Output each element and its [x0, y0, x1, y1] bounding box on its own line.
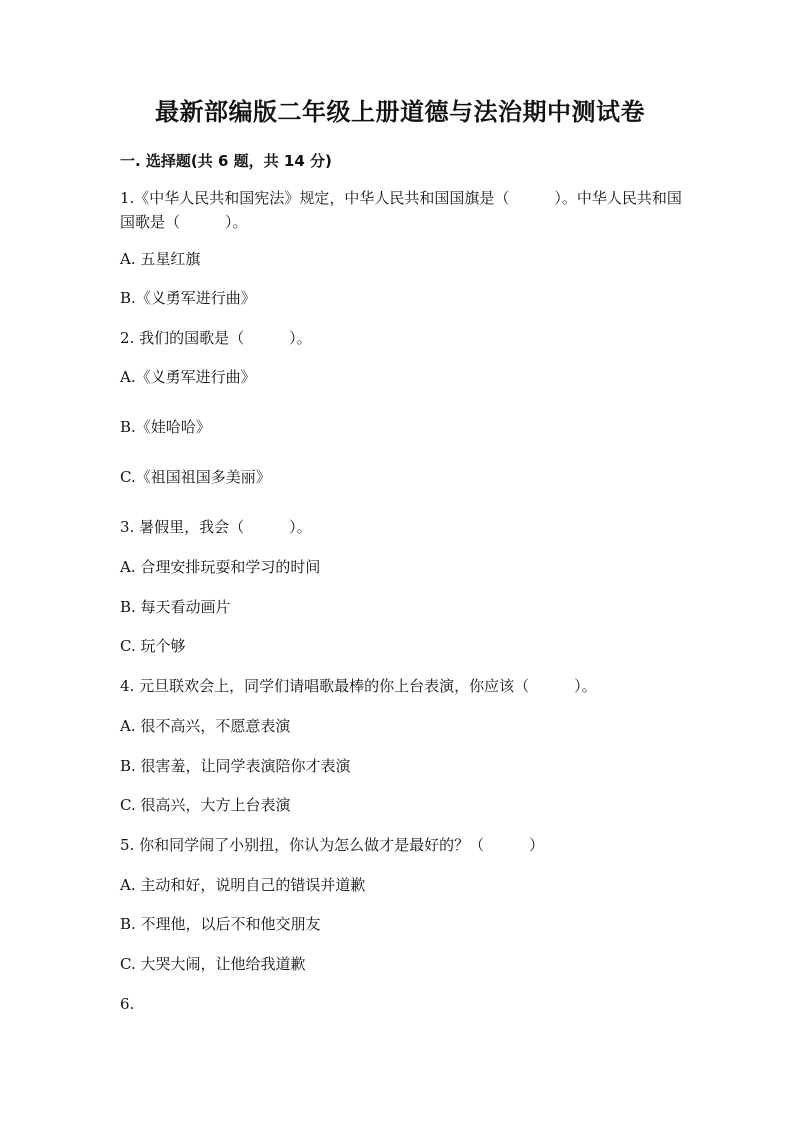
question-6-stem: 6.: [120, 995, 135, 1013]
question-2-option-c: C.《祖国祖国多美丽》: [120, 468, 271, 486]
question-5-stem: 5. 你和同学闹了小别扭，你认为怎么做才是最好的？（ ）: [120, 836, 545, 854]
question-5-option-c: C. 大哭大闹，让他给我道歉: [120, 955, 306, 973]
question-2-option-b: B.《娃哈哈》: [120, 418, 211, 436]
question-3-stem: 3. 暑假里，我会（ ）。: [120, 518, 312, 536]
question-1-stem: 1.《中华人民共和国宪法》规定，中华人民共和国国旗是（ ）。中华人民共和国国歌是（ ）。: [120, 189, 682, 231]
page-title: 最新部编版二年级上册道德与法治期中测试卷: [155, 98, 645, 126]
question-5-option-b: B. 不理他，以后不和他交朋友: [120, 915, 321, 933]
question-3-option-b: B. 每天看动画片: [120, 598, 231, 616]
question-4-option-c: C. 很高兴，大方上台表演: [120, 796, 291, 814]
question-2-stem: 2. 我们的国歌是（ ）。: [120, 329, 312, 347]
question-4-option-a: A. 很不高兴，不愿意表演: [120, 717, 291, 735]
question-5-option-a: A. 主动和好，说明自己的错误并道歉: [120, 876, 366, 894]
question-4-stem: 4. 元旦联欢会上，同学们请唱歌最棒的你上台表演，你应该（ ）。: [120, 677, 597, 695]
section-heading: 一. 选择题(共 6 题，共 14 分): [120, 152, 332, 170]
question-3-option-c: C. 玩个够: [120, 637, 186, 655]
question-1-option-b: B.《义勇军进行曲》: [120, 289, 256, 307]
question-2-option-a: A.《义勇军进行曲》: [120, 368, 256, 386]
question-3-option-a: A. 合理安排玩耍和学习的时间: [120, 558, 321, 576]
question-4-option-b: B. 很害羞，让同学表演陪你才表演: [120, 757, 351, 775]
question-1-option-a: A. 五星红旗: [120, 250, 201, 268]
